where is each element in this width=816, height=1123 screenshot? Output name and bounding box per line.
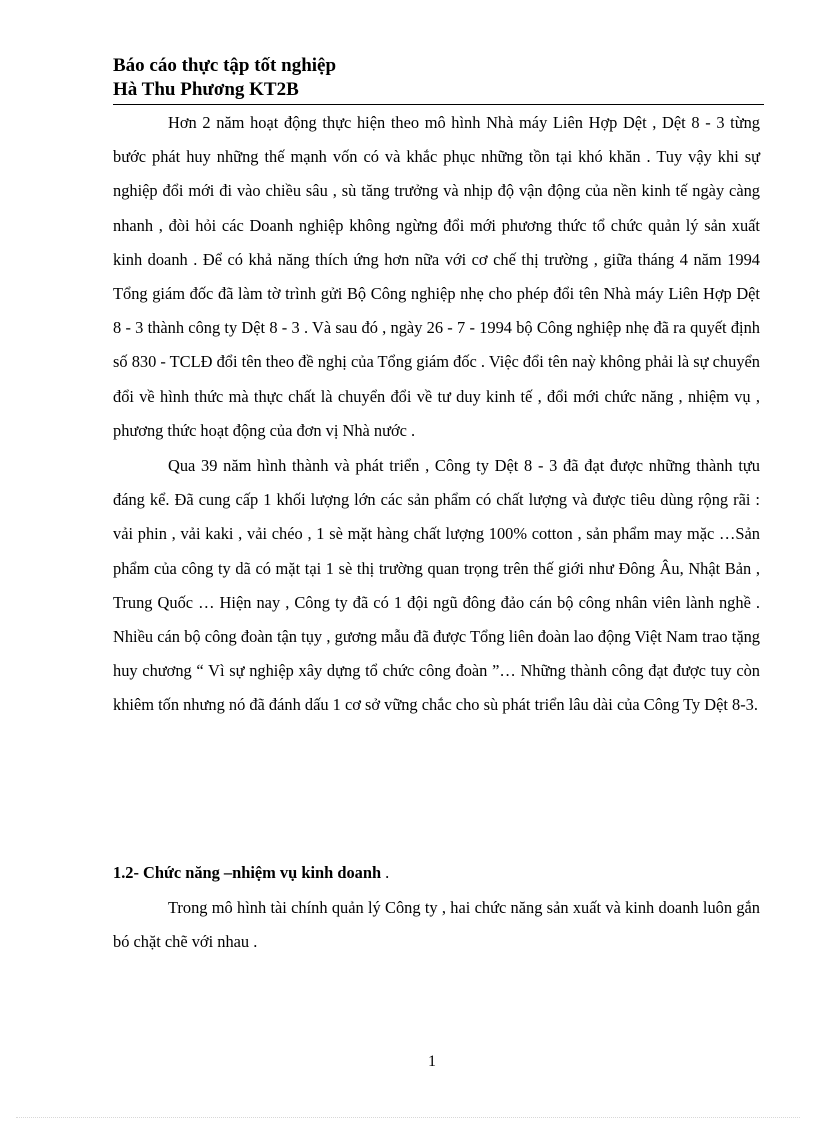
author-line: Hà Thu Phương KT2B — [113, 79, 299, 100]
paragraph-1: Hơn 2 năm hoạt động thực hiện theo mô hình Nhà máy Liên Hợp Dệt , Dệt 8 - 3 từng bước phát huy những thế mạnh vốn có và khắc phục những tồn tại khó khăn . Tuy vậy khi sự nghiệp đổi mới đi vào chiều sâu , sù tăng trưởng và nhịp độ vận động của nền kinh tế ngày càng nhanh , đòi hỏi các Doanh nghiệp không ngừng đổi mới phương thức tổ chức quản lý sản xuất kinh doanh . Để có khả năng thích ứng hơn nữa với cơ chế thị trường , giữa tháng 4 năm 1994 Tổng giám đốc đã làm tờ trình gửi Bộ Công nghiệp nhẹ cho phép đổi tên Nhà máy Liên Hợp Dệt 8 - 3 thành công ty Dệt 8 - 3 . Và sau đó , ngày 26 - 7 - 1994 bộ Công nghiệp nhẹ đã ra quyết định số 830 - TCLĐ đổi tên theo đề nghị của Tổng giám đốc . Việc đổi tên naỳ không phải là sự chuyển đổi về hình thức mà thực chất là chuyển đổi về tư duy kinh tế , đổi mới chức năng , nhiệm vụ , phương thức hoạt động của đơn vị Nhà nước . — [113, 113, 760, 440]
page-number: 1 — [428, 1053, 436, 1070]
section-body — [113, 891, 760, 959]
main-body — [113, 106, 760, 723]
document-header — [113, 54, 764, 105]
report-title: Báo cáo thực tập tốt nghiệp — [113, 55, 337, 76]
paragraph-2: Qua 39 năm hình thành và phát triển , Công ty Dệt 8 - 3 đã đạt được những thành tựu đáng kể. Đã cung cấp 1 khối lượng lớn các sản phẩm có chất lượng và được tiêu dùng rộng rãi : vải phin , vải kaki , vải chéo , 1 sè mặt hàng chất lượng 100% cotton , sản phẩm may mặc …Sản phẩm của công ty dã có mặt tại 1 sè thị trường quan trọng trên thế giới như Đông Âu, Nhật Bản , Trung Quốc … Hiện nay , Công ty đã có 1 đội ngũ đông đảo cán bộ công nhân viên lành nghề . Nhiều cán bộ công đoàn tận tụy , gương mẫu đã được Tổng liên đoàn lao động Việt Nam trao tặng huy chương “ Vì sự nghiệp xây dựng tổ chức công đoàn ”… Những thành công đạt được tuy còn khiêm tốn nhưng nó đã đánh dấu 1 cơ sở vững chắc cho sù phát triển lâu dài của Công Ty Dệt 8-3. — [113, 456, 760, 715]
section-heading — [113, 861, 389, 885]
footer-divider — [16, 1117, 800, 1118]
section-heading-suffix: . — [381, 863, 390, 882]
section-paragraph: Trong mô hình tài chính quản lý Công ty , hai chức năng sản xuất và kinh doanh luôn gắn bó chặt chẽ với nhau . — [113, 898, 760, 952]
section-heading-text: 1.2- Chức năng –nhiệm vụ kinh doanh — [113, 863, 382, 882]
